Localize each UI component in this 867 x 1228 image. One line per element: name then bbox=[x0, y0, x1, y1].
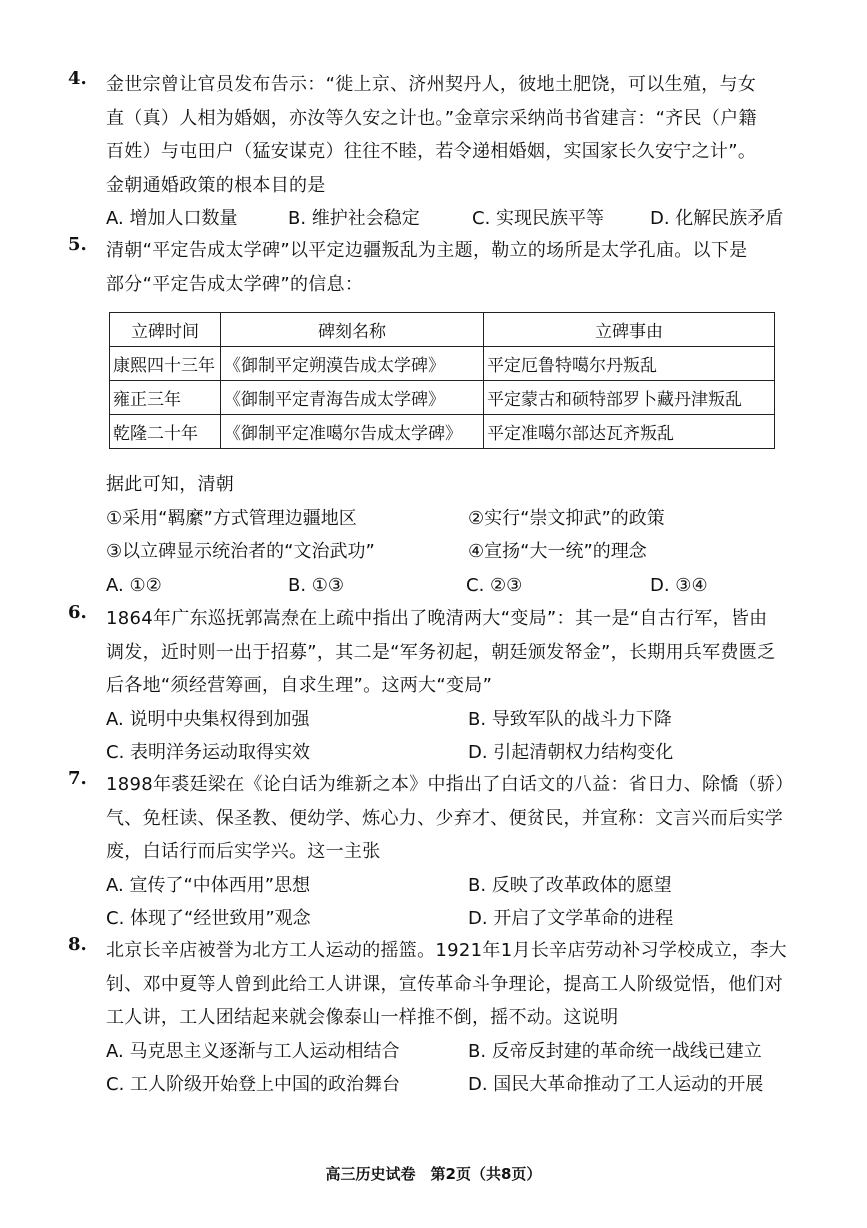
options-row bbox=[106, 1068, 808, 1102]
item-1: ①采用“羁縻”方式管理边疆地区 bbox=[106, 507, 357, 529]
table-cell: 《御制平定准噶尔告成太学碑》 bbox=[221, 415, 484, 449]
option-a[interactable]: A. 宣传了“中体西用”思想 bbox=[106, 874, 311, 896]
question-4 bbox=[68, 68, 808, 236]
option-c[interactable]: C. 体现了“经世致用”观念 bbox=[106, 908, 311, 929]
option-a[interactable]: A. 增加人口数量 bbox=[106, 208, 238, 229]
stem-line: 气、免枉读、保圣教、便幼学、炼心力、少弃才、便贫民，并宣称：文言兴而后实学 bbox=[106, 807, 784, 829]
table-row bbox=[110, 415, 775, 449]
options-row bbox=[106, 902, 808, 936]
question-5-continued bbox=[68, 468, 808, 602]
stem-line: 金朝通婚政策的根本目的是 bbox=[106, 174, 326, 196]
table-row bbox=[110, 347, 775, 381]
option-b[interactable]: B. 反映了改革政体的愿望 bbox=[468, 874, 672, 896]
items-row bbox=[106, 535, 808, 569]
option-d[interactable]: D. 化解民族矛盾 bbox=[650, 208, 784, 229]
question-stem bbox=[106, 234, 808, 301]
option-d[interactable]: D. 引起清朝权力结构变化 bbox=[468, 742, 674, 763]
option-d[interactable]: D. 开启了文学革命的进程 bbox=[468, 908, 674, 929]
stem-line: 百姓）与屯田户（猛安谋克）往往不睦，若令递相婚姻，实国家长久安宁之计”。 bbox=[106, 141, 757, 162]
table-header: 立碑事由 bbox=[484, 313, 775, 347]
table-header: 立碑时间 bbox=[110, 313, 221, 347]
table-cell: 雍正三年 bbox=[110, 381, 221, 415]
option-a[interactable]: A. 说明中央集权得到加强 bbox=[106, 708, 310, 730]
table-header-row bbox=[110, 313, 775, 347]
option-d[interactable]: D. 国民大革命推动了工人运动的开展 bbox=[468, 1074, 764, 1095]
table-cell: 《御制平定朔漠告成太学碑》 bbox=[221, 347, 484, 381]
options-row bbox=[106, 736, 808, 770]
table-cell: 平定蒙古和硕特部罗卜藏丹津叛乱 bbox=[484, 381, 775, 415]
question-number: 4. bbox=[68, 68, 87, 89]
option-b[interactable]: B. ①③ bbox=[288, 574, 345, 596]
question-stem bbox=[106, 468, 808, 502]
stem-line: 清朝“平定告成太学碑”以平定边疆叛乱为主题，勒立的场所是太学孔庙。以下是 bbox=[106, 240, 748, 261]
items-row bbox=[106, 502, 808, 536]
option-c[interactable]: C. 工人阶级开始登上中国的政治舞台 bbox=[106, 1074, 401, 1095]
stem-line: 据此可知，清朝 bbox=[106, 474, 235, 495]
stele-table bbox=[109, 312, 775, 449]
table-cell: 乾隆二十年 bbox=[110, 415, 221, 449]
option-c[interactable]: C. ②③ bbox=[466, 574, 523, 596]
page-footer: 高三历史试卷 第2页（共8页） bbox=[325, 1165, 542, 1183]
question-7 bbox=[68, 768, 808, 936]
question-6 bbox=[68, 602, 808, 770]
options-row bbox=[106, 202, 808, 236]
option-b[interactable]: B. 维护社会稳定 bbox=[288, 208, 420, 229]
question-8 bbox=[68, 934, 808, 1102]
stem-line: 工人讲，工人团结起来就会像泰山一样推不倒，摇不动。这说明 bbox=[106, 1007, 619, 1028]
options-row bbox=[106, 703, 808, 737]
table-cell: 平定厄鲁特噶尔丹叛乱 bbox=[484, 347, 775, 381]
option-a[interactable]: A. ①② bbox=[106, 574, 162, 596]
question-stem bbox=[106, 602, 808, 703]
option-d[interactable]: D. ③④ bbox=[650, 574, 708, 596]
item-2: ②实行“崇文抑武”的政策 bbox=[468, 507, 665, 529]
table-cell: 《御制平定青海告成太学碑》 bbox=[221, 381, 484, 415]
stem-line: 1864年广东巡抚郭嵩焘在上疏中指出了晚清两大“变局”：其一是“自古行军，皆由 bbox=[106, 608, 768, 629]
options-row bbox=[106, 869, 808, 903]
stem-line: 废，白话行而后实学兴。这一主张 bbox=[106, 841, 381, 862]
stem-line: 1898年裘廷梁在《论白话为维新之本》中指出了白话文的八益：省日力、除憍（骄） bbox=[106, 774, 794, 795]
option-b[interactable]: B. 反帝反封建的革命统一战线已建立 bbox=[468, 1040, 762, 1062]
question-stem bbox=[106, 68, 808, 202]
table-cell: 康熙四十三年 bbox=[110, 347, 221, 381]
stem-line: 调发，近时则一出于招募”，其二是“军务初起，朝廷颁发帑金”，长期用兵军费匮乏 bbox=[106, 641, 776, 663]
question-number: 7. bbox=[68, 768, 87, 789]
question-number: 6. bbox=[68, 602, 87, 623]
item-4: ④宣扬“大一统”的理念 bbox=[468, 541, 647, 562]
option-b[interactable]: B. 导致军队的战斗力下降 bbox=[468, 708, 672, 730]
option-a[interactable]: A. 马克思主义逐渐与工人运动相结合 bbox=[106, 1040, 400, 1062]
stem-line: 直（真）人相为婚姻，亦汝等久安之计也。”金章宗采纳尚书省建言：“齐民（户籍 bbox=[106, 107, 757, 129]
options-row bbox=[106, 1035, 808, 1069]
item-3: ③以立碑显示统治者的“文治武功” bbox=[106, 541, 375, 562]
table-header: 碑刻名称 bbox=[221, 313, 484, 347]
option-c[interactable]: C. 实现民族平等 bbox=[472, 208, 605, 229]
table-row bbox=[110, 381, 775, 415]
option-c[interactable]: C. 表明洋务运动取得实效 bbox=[106, 742, 311, 763]
table-cell: 平定准噶尔部达瓦齐叛乱 bbox=[484, 415, 775, 449]
question-stem bbox=[106, 934, 808, 1035]
stem-line: 北京长辛店被誉为北方工人运动的摇篮。1921年1月长辛店劳动补习学校成立，李大 bbox=[106, 940, 787, 961]
options-row bbox=[106, 569, 808, 603]
stem-line: 后各地“须经营筹画，自求生理”。这两大“变局” bbox=[106, 675, 493, 696]
stem-line: 部分“平定告成太学碑”的信息： bbox=[106, 273, 364, 295]
question-number: 8. bbox=[68, 934, 87, 955]
question-stem bbox=[106, 768, 808, 869]
question-number: 5. bbox=[68, 234, 87, 255]
stem-line: 钊、邓中夏等人曾到此给工人讲课，宣传革命斗争理论，提高工人阶级觉悟，他们对 bbox=[106, 973, 784, 995]
stem-line: 金世宗曾让官员发布告示：“徙上京、济州契丹人，彼地土肥饶，可以生殖，与女 bbox=[106, 74, 757, 95]
question-5 bbox=[68, 234, 808, 301]
